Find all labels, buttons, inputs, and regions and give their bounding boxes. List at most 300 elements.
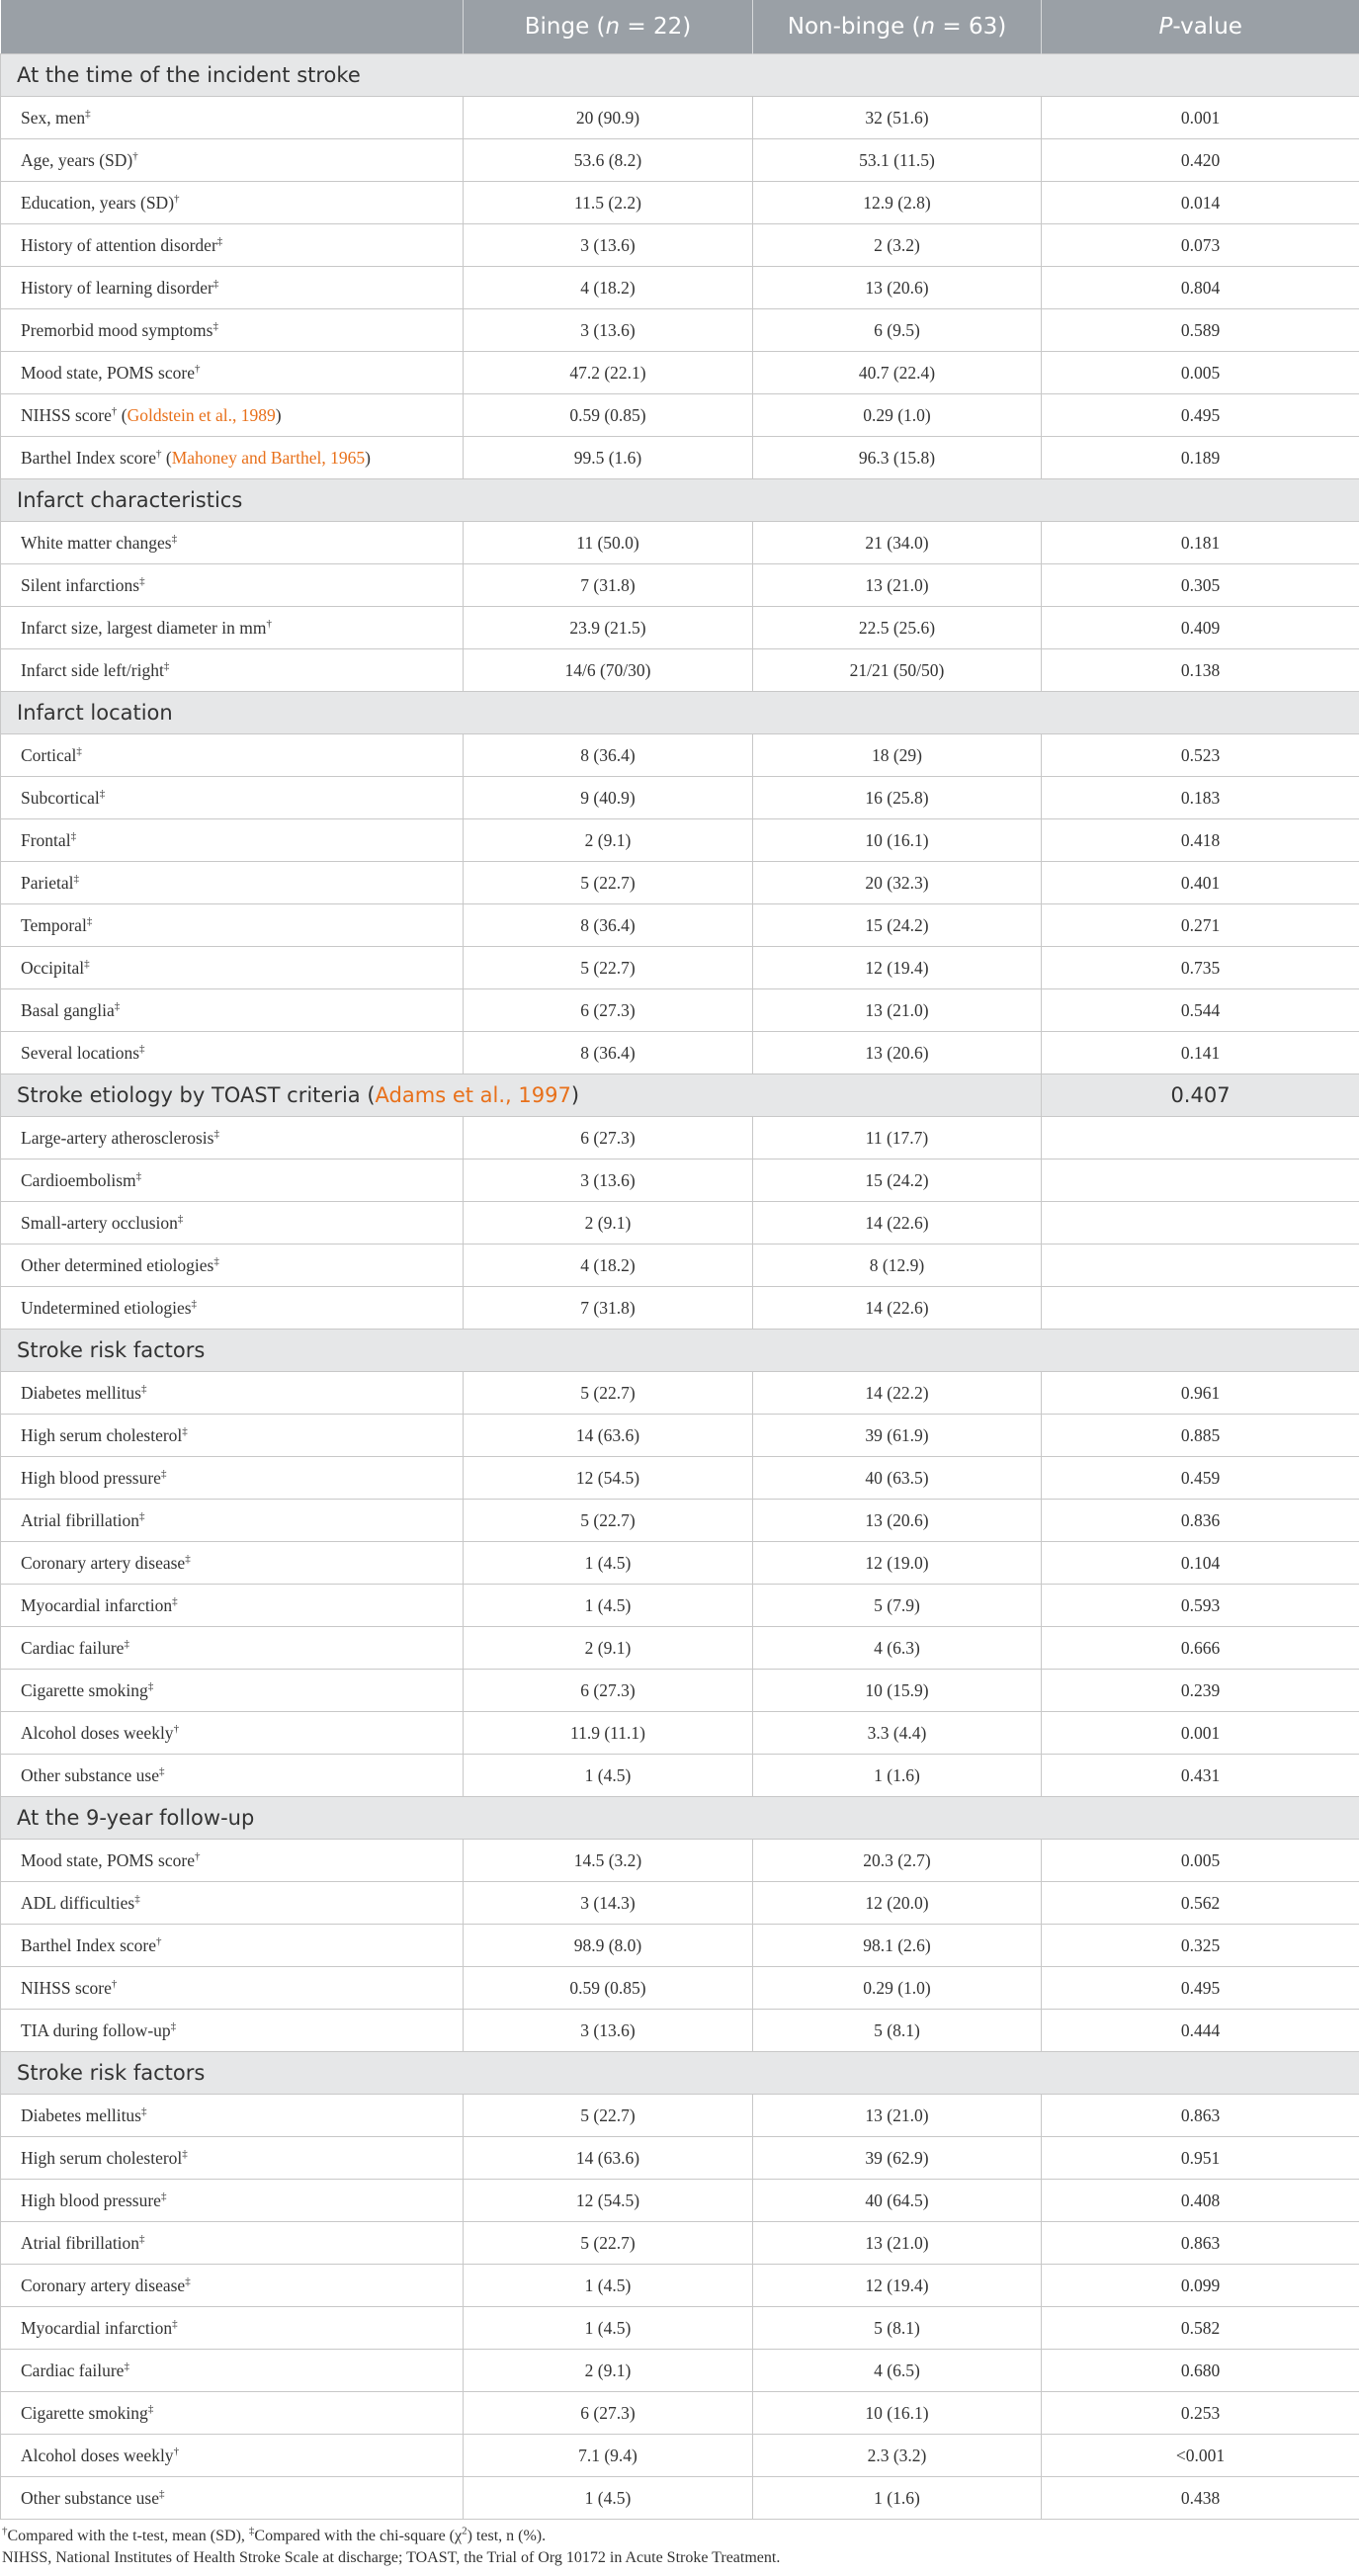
footnote-mark: ‡ xyxy=(163,659,170,672)
nonbinge-value: 10 (16.1) xyxy=(753,819,1042,862)
nonbinge-value: 40 (64.5) xyxy=(753,2180,1042,2222)
row-label xyxy=(1,2180,464,2222)
nonbinge-value: 12 (20.0) xyxy=(753,1882,1042,1925)
table-row xyxy=(1,734,1359,777)
p-value: 0.181 xyxy=(1042,522,1359,564)
label-text: Age, years (SD) xyxy=(21,149,133,170)
binge-value: 8 (36.4) xyxy=(464,1032,753,1074)
binge-value: 1 (4.5) xyxy=(464,2265,753,2307)
nonbinge-value: 5 (8.1) xyxy=(753,2307,1042,2350)
label-text: Other determined etiologies xyxy=(21,1254,214,1275)
row-label xyxy=(1,2222,464,2265)
label-paren: ( xyxy=(161,447,172,468)
label-text: Atrial fibrillation xyxy=(21,1509,140,1530)
label-text: NIHSS score xyxy=(21,404,112,425)
table-row xyxy=(1,1670,1359,1712)
table-row xyxy=(1,2265,1359,2307)
binge-value: 12 (54.5) xyxy=(464,1457,753,1500)
table-row xyxy=(1,2137,1359,2180)
nonbinge-value: 1 (1.6) xyxy=(753,2477,1042,2520)
label-text: History of learning disorder xyxy=(21,277,213,298)
label-text: Large-artery atherosclerosis xyxy=(21,1127,214,1148)
label-text: High serum cholesterol xyxy=(21,1424,183,1445)
nonbinge-value: 1 (1.6) xyxy=(753,1755,1042,1797)
table-row xyxy=(1,989,1359,1032)
label-text: Diabetes mellitus xyxy=(21,1382,141,1403)
footnote-mark: ‡ xyxy=(160,1467,167,1480)
p-value: 0.418 xyxy=(1042,819,1359,862)
binge-value: 1 (4.5) xyxy=(464,1755,753,1797)
section-row xyxy=(1,1074,1359,1117)
label-text: Cigarette smoking xyxy=(21,1679,148,1700)
p-value: 0.073 xyxy=(1042,224,1359,267)
label-text: Cardiac failure xyxy=(21,2360,125,2380)
table-body xyxy=(1,54,1359,2520)
table-row xyxy=(1,309,1359,352)
table-row xyxy=(1,1117,1359,1159)
binge-value: 11.5 (2.2) xyxy=(464,182,753,224)
binge-value: 99.5 (1.6) xyxy=(464,437,753,479)
label-paren: ) xyxy=(570,1083,580,1107)
section-title xyxy=(1,479,1359,522)
label-text: Several locations xyxy=(21,1042,140,1063)
footnote-mark: ‡ xyxy=(170,2019,177,2032)
nonbinge-value: 12 (19.4) xyxy=(753,2265,1042,2307)
footnote-mark: ‡ xyxy=(139,1509,145,1522)
table-row xyxy=(1,2307,1359,2350)
row-label xyxy=(1,437,464,479)
binge-value: 20 (90.9) xyxy=(464,97,753,139)
header-binge: Binge (n = 22) xyxy=(464,0,753,54)
row-label xyxy=(1,1967,464,2010)
binge-value: 5 (22.7) xyxy=(464,862,753,904)
row-label xyxy=(1,607,464,649)
row-label xyxy=(1,904,464,947)
footnote-mark: ‡ xyxy=(213,1127,219,1140)
footnote-mark: † xyxy=(111,1977,118,1990)
p-value xyxy=(1042,1287,1359,1330)
footnote-mark: † xyxy=(194,362,201,375)
row-label xyxy=(1,352,464,394)
binge-value: 14 (63.6) xyxy=(464,1415,753,1457)
footnote-mark: † xyxy=(174,192,180,205)
footnote-mark: ‡ xyxy=(141,1382,147,1395)
p-value: 0.495 xyxy=(1042,394,1359,437)
footnote-mark: † xyxy=(173,1722,180,1735)
binge-value: 0.59 (0.85) xyxy=(464,1967,753,2010)
binge-value: 5 (22.7) xyxy=(464,1372,753,1415)
binge-value: 4 (18.2) xyxy=(464,1245,753,1287)
p-value: 0.138 xyxy=(1042,649,1359,692)
p-value: 0.804 xyxy=(1042,267,1359,309)
row-label xyxy=(1,1500,464,1542)
binge-value: 53.6 (8.2) xyxy=(464,139,753,182)
nonbinge-value: 6 (9.5) xyxy=(753,309,1042,352)
p-value: 0.005 xyxy=(1042,1840,1359,1882)
binge-value: 8 (36.4) xyxy=(464,904,753,947)
nonbinge-value: 10 (16.1) xyxy=(753,2392,1042,2435)
table-row xyxy=(1,2477,1359,2520)
label-text: Premorbid mood symptoms xyxy=(21,319,213,340)
row-label xyxy=(1,777,464,819)
p-value xyxy=(1042,1117,1359,1159)
p-value: 0.001 xyxy=(1042,1712,1359,1755)
row-label xyxy=(1,1415,464,1457)
nonbinge-value: 4 (6.5) xyxy=(753,2350,1042,2392)
label-text: Stroke risk factors xyxy=(17,1338,206,1362)
binge-value: 3 (13.6) xyxy=(464,309,753,352)
citation-link[interactable]: Adams et al., 1997 xyxy=(375,1083,571,1107)
row-label xyxy=(1,734,464,777)
binge-value: 1 (4.5) xyxy=(464,2307,753,2350)
nonbinge-value: 16 (25.8) xyxy=(753,777,1042,819)
nonbinge-value: 96.3 (15.8) xyxy=(753,437,1042,479)
p-value: 0.735 xyxy=(1042,947,1359,989)
nonbinge-value: 5 (8.1) xyxy=(753,2010,1042,2052)
footnote-mark: ‡ xyxy=(70,829,77,842)
binge-value: 8 (36.4) xyxy=(464,734,753,777)
row-label xyxy=(1,1202,464,1245)
table-row xyxy=(1,862,1359,904)
label-text: At the time of the incident stroke xyxy=(17,63,361,87)
table-row xyxy=(1,649,1359,692)
binge-value: 6 (27.3) xyxy=(464,2392,753,2435)
footnote-mark: ‡ xyxy=(86,914,93,927)
label-text: Myocardial infarction xyxy=(21,1594,173,1615)
label-text: Cigarette smoking xyxy=(21,2402,148,2423)
table-row xyxy=(1,1712,1359,1755)
table-row xyxy=(1,97,1359,139)
binge-value: 47.2 (22.1) xyxy=(464,352,753,394)
label-text: Other substance use xyxy=(21,1764,159,1785)
nonbinge-value: 32 (51.6) xyxy=(753,97,1042,139)
table-row xyxy=(1,1755,1359,1797)
table-row xyxy=(1,522,1359,564)
binge-value: 14 (63.6) xyxy=(464,2137,753,2180)
section-row xyxy=(1,54,1359,97)
label-text: Stroke risk factors xyxy=(17,2061,206,2085)
footnote-mark: ‡ xyxy=(147,2402,154,2415)
row-label xyxy=(1,2307,464,2350)
p-value: 0.961 xyxy=(1042,1372,1359,1415)
p-value: 0.271 xyxy=(1042,904,1359,947)
label-text: Subcortical xyxy=(21,787,100,808)
p-value: 0.680 xyxy=(1042,2350,1359,2392)
binge-value: 14/6 (70/30) xyxy=(464,649,753,692)
footnote-mark: ‡ xyxy=(99,787,106,800)
binge-value: 7 (31.8) xyxy=(464,564,753,607)
footnote-mark: ‡ xyxy=(185,2275,191,2287)
table-row xyxy=(1,2350,1359,2392)
row-label xyxy=(1,2137,464,2180)
footnote-mark: ‡ xyxy=(212,319,218,332)
footnote-mark: ‡ xyxy=(182,2147,188,2160)
p-value: 0.666 xyxy=(1042,1627,1359,1670)
label-paren: ) xyxy=(275,404,282,425)
p-value: 0.253 xyxy=(1042,2392,1359,2435)
binge-value: 2 (9.1) xyxy=(464,1202,753,1245)
nonbinge-value: 0.29 (1.0) xyxy=(753,394,1042,437)
nonbinge-value: 15 (24.2) xyxy=(753,904,1042,947)
footnote-mark: ‡ xyxy=(216,234,223,247)
p-value: 0.562 xyxy=(1042,1882,1359,1925)
citation-link[interactable]: Mahoney and Barthel, 1965 xyxy=(171,447,366,468)
binge-value: 6 (27.3) xyxy=(464,989,753,1032)
label-text: White matter changes xyxy=(21,532,172,553)
table-row xyxy=(1,267,1359,309)
binge-value: 9 (40.9) xyxy=(464,777,753,819)
table-row xyxy=(1,1202,1359,1245)
nonbinge-value: 15 (24.2) xyxy=(753,1159,1042,1202)
nonbinge-value: 2.3 (3.2) xyxy=(753,2435,1042,2477)
header-pvalue: P-value xyxy=(1042,0,1359,54)
footnote-mark: ‡ xyxy=(114,999,121,1012)
row-label xyxy=(1,2010,464,2052)
p-value: 0.420 xyxy=(1042,139,1359,182)
nonbinge-value: 0.29 (1.0) xyxy=(753,1967,1042,2010)
row-label xyxy=(1,1882,464,1925)
nonbinge-value: 10 (15.9) xyxy=(753,1670,1042,1712)
nonbinge-value: 13 (20.6) xyxy=(753,1500,1042,1542)
header-nonbinge: Non-binge (n = 63) xyxy=(753,0,1042,54)
label-text: Parietal xyxy=(21,872,74,893)
binge-value: 12 (54.5) xyxy=(464,2180,753,2222)
footnote-mark: ‡ xyxy=(172,2317,178,2330)
footnote-mark: ‡ xyxy=(141,2104,147,2117)
section-row xyxy=(1,1330,1359,1372)
table-row xyxy=(1,1967,1359,2010)
nonbinge-value: 4 (6.3) xyxy=(753,1627,1042,1670)
label-text: ADL difficulties xyxy=(21,1892,135,1913)
p-value: 0.593 xyxy=(1042,1585,1359,1627)
row-label xyxy=(1,862,464,904)
table-row xyxy=(1,1032,1359,1074)
row-label xyxy=(1,1712,464,1755)
label-text: Coronary artery disease xyxy=(21,1552,186,1573)
table-row xyxy=(1,139,1359,182)
label-text: Myocardial infarction xyxy=(21,2317,173,2338)
row-label xyxy=(1,2095,464,2137)
label-text: High serum cholesterol xyxy=(21,2147,183,2168)
row-label xyxy=(1,224,464,267)
footnote-mark: ‡ xyxy=(182,1424,188,1437)
table-row xyxy=(1,1627,1359,1670)
label-text: TIA during follow-up xyxy=(21,2019,171,2040)
table-row xyxy=(1,1457,1359,1500)
p-value: 0.459 xyxy=(1042,1457,1359,1500)
footnote-mark: ‡ xyxy=(213,1254,219,1267)
label-text: Silent infarctions xyxy=(21,574,140,595)
p-value: 0.863 xyxy=(1042,2222,1359,2265)
row-label xyxy=(1,2265,464,2307)
binge-value: 1 (4.5) xyxy=(464,1585,753,1627)
nonbinge-value: 40.7 (22.4) xyxy=(753,352,1042,394)
row-label xyxy=(1,182,464,224)
table-row xyxy=(1,1415,1359,1457)
p-value: 0.444 xyxy=(1042,2010,1359,2052)
label-text: Barthel Index score xyxy=(21,447,157,468)
footnote-mark: † xyxy=(194,1849,201,1862)
binge-value: 14.5 (3.2) xyxy=(464,1840,753,1882)
label-text: Sex, men xyxy=(21,107,86,128)
nonbinge-value: 98.1 (2.6) xyxy=(753,1925,1042,1967)
table-row xyxy=(1,394,1359,437)
row-label xyxy=(1,522,464,564)
footnote-mark: ‡ xyxy=(185,1552,191,1565)
label-text: Occipital xyxy=(21,957,85,978)
binge-value: 3 (13.6) xyxy=(464,224,753,267)
row-label xyxy=(1,1585,464,1627)
footnote-mark: ‡ xyxy=(191,1297,198,1310)
binge-value: 2 (9.1) xyxy=(464,819,753,862)
nonbinge-value: 14 (22.6) xyxy=(753,1202,1042,1245)
table-row xyxy=(1,947,1359,989)
p-value: 0.305 xyxy=(1042,564,1359,607)
label-text: Coronary artery disease xyxy=(21,2275,186,2295)
p-value: 0.141 xyxy=(1042,1032,1359,1074)
binge-value: 1 (4.5) xyxy=(464,2477,753,2520)
p-value: 0.104 xyxy=(1042,1542,1359,1585)
citation-link[interactable]: Goldstein et al., 1989 xyxy=(127,404,276,425)
footnote-mark: ‡ xyxy=(147,1679,154,1692)
row-label xyxy=(1,97,464,139)
label-text: Infarct size, largest diameter in mm xyxy=(21,617,267,638)
footnote-mark: ‡ xyxy=(134,1892,140,1905)
row-label xyxy=(1,2350,464,2392)
footnote-tests: †Compared with the t-test, mean (SD), ‡Compared with the chi-square $(\chi^2)$ test, n (%). xyxy=(2,2525,547,2544)
footnote-mark: ‡ xyxy=(160,2190,167,2202)
nonbinge-value: 39 (62.9) xyxy=(753,2137,1042,2180)
section-title xyxy=(1,1330,1359,1372)
binge-value: 5 (22.7) xyxy=(464,947,753,989)
p-value: 0.863 xyxy=(1042,2095,1359,2137)
label-text: Small-artery occlusion xyxy=(21,1212,178,1233)
row-label xyxy=(1,267,464,309)
nonbinge-value: 20.3 (2.7) xyxy=(753,1840,1042,1882)
footnote-mark: ‡ xyxy=(139,574,145,587)
footnote-mark: ‡ xyxy=(124,1637,129,1650)
binge-value: 11 (50.0) xyxy=(464,522,753,564)
row-label xyxy=(1,394,464,437)
footnote-mark: ‡ xyxy=(139,1042,145,1055)
binge-value: 1 (4.5) xyxy=(464,1542,753,1585)
label-text: Temporal xyxy=(21,914,87,935)
row-label xyxy=(1,1287,464,1330)
nonbinge-value: 3.3 (4.4) xyxy=(753,1712,1042,1755)
row-label xyxy=(1,1245,464,1287)
table-row xyxy=(1,1840,1359,1882)
table-row xyxy=(1,607,1359,649)
nonbinge-value: 40 (63.5) xyxy=(753,1457,1042,1500)
row-label xyxy=(1,1159,464,1202)
nonbinge-value: 14 (22.2) xyxy=(753,1372,1042,1415)
footnote-mark: † xyxy=(132,149,138,162)
label-text: Diabetes mellitus xyxy=(21,2104,141,2125)
binge-value: 2 (9.1) xyxy=(464,2350,753,2392)
row-label xyxy=(1,2477,464,2520)
nonbinge-value: 13 (20.6) xyxy=(753,1032,1042,1074)
row-label xyxy=(1,564,464,607)
label-text: Cardiac failure xyxy=(21,1637,125,1658)
label-text: Stroke etiology by TOAST criteria ( xyxy=(17,1083,376,1107)
p-value xyxy=(1042,1159,1359,1202)
row-label xyxy=(1,139,464,182)
binge-value: 6 (27.3) xyxy=(464,1670,753,1712)
header-label-column xyxy=(1,0,464,54)
nonbinge-value: 13 (20.6) xyxy=(753,267,1042,309)
table-row xyxy=(1,904,1359,947)
p-value: 0.495 xyxy=(1042,1967,1359,2010)
section-title xyxy=(1,1074,1042,1117)
nonbinge-value: 13 (21.0) xyxy=(753,2095,1042,2137)
label-text: Basal ganglia xyxy=(21,999,115,1020)
p-value: 0.005 xyxy=(1042,352,1359,394)
section-row xyxy=(1,692,1359,734)
row-label xyxy=(1,1457,464,1500)
row-label xyxy=(1,1032,464,1074)
label-text: At the 9-year follow-up xyxy=(17,1806,255,1830)
p-value: 0.582 xyxy=(1042,2307,1359,2350)
footnote-mark: ‡ xyxy=(158,1764,165,1777)
nonbinge-value: 12.9 (2.8) xyxy=(753,182,1042,224)
binge-value: 3 (13.6) xyxy=(464,2010,753,2052)
section-title xyxy=(1,692,1359,734)
footnote-mark: ‡ xyxy=(171,532,178,545)
table-row xyxy=(1,1925,1359,1967)
p-value: 0.401 xyxy=(1042,862,1359,904)
table-row xyxy=(1,1372,1359,1415)
table-row xyxy=(1,224,1359,267)
binge-value: 98.9 (8.0) xyxy=(464,1925,753,1967)
row-label xyxy=(1,1627,464,1670)
footnote-mark: † xyxy=(111,404,118,417)
label-text: Education, years (SD) xyxy=(21,192,175,213)
p-value: <0.001 xyxy=(1042,2435,1359,2477)
row-label xyxy=(1,1542,464,1585)
label-text: Barthel Index score xyxy=(21,1934,157,1955)
row-label xyxy=(1,947,464,989)
p-value: 0.014 xyxy=(1042,182,1359,224)
p-value: 0.951 xyxy=(1042,2137,1359,2180)
nonbinge-value: 14 (22.6) xyxy=(753,1287,1042,1330)
table-row xyxy=(1,819,1359,862)
footnote-mark: ‡ xyxy=(172,1594,178,1607)
row-label xyxy=(1,1372,464,1415)
binge-value: 6 (27.3) xyxy=(464,1117,753,1159)
row-label xyxy=(1,2435,464,2477)
p-value: 0.885 xyxy=(1042,1415,1359,1457)
footnote-mark: ‡ xyxy=(212,277,219,290)
table-row xyxy=(1,1245,1359,1287)
label-text: Cortical xyxy=(21,744,77,765)
table-row xyxy=(1,437,1359,479)
nonbinge-value: 18 (29) xyxy=(753,734,1042,777)
label-text: Alcohol doses weekly xyxy=(21,2445,174,2465)
nonbinge-value: 53.1 (11.5) xyxy=(753,139,1042,182)
table-row xyxy=(1,564,1359,607)
footnote-mark: † xyxy=(266,617,272,630)
binge-value: 7.1 (9.4) xyxy=(464,2435,753,2477)
footnote-mark: ‡ xyxy=(158,2487,165,2500)
footnote-mark: † xyxy=(173,2445,180,2457)
nonbinge-value: 21 (34.0) xyxy=(753,522,1042,564)
p-value: 0.589 xyxy=(1042,309,1359,352)
binge-value: 11.9 (11.1) xyxy=(464,1712,753,1755)
p-value: 0.001 xyxy=(1042,97,1359,139)
table-row xyxy=(1,1159,1359,1202)
binge-value: 5 (22.7) xyxy=(464,1500,753,1542)
section-row xyxy=(1,2052,1359,2095)
